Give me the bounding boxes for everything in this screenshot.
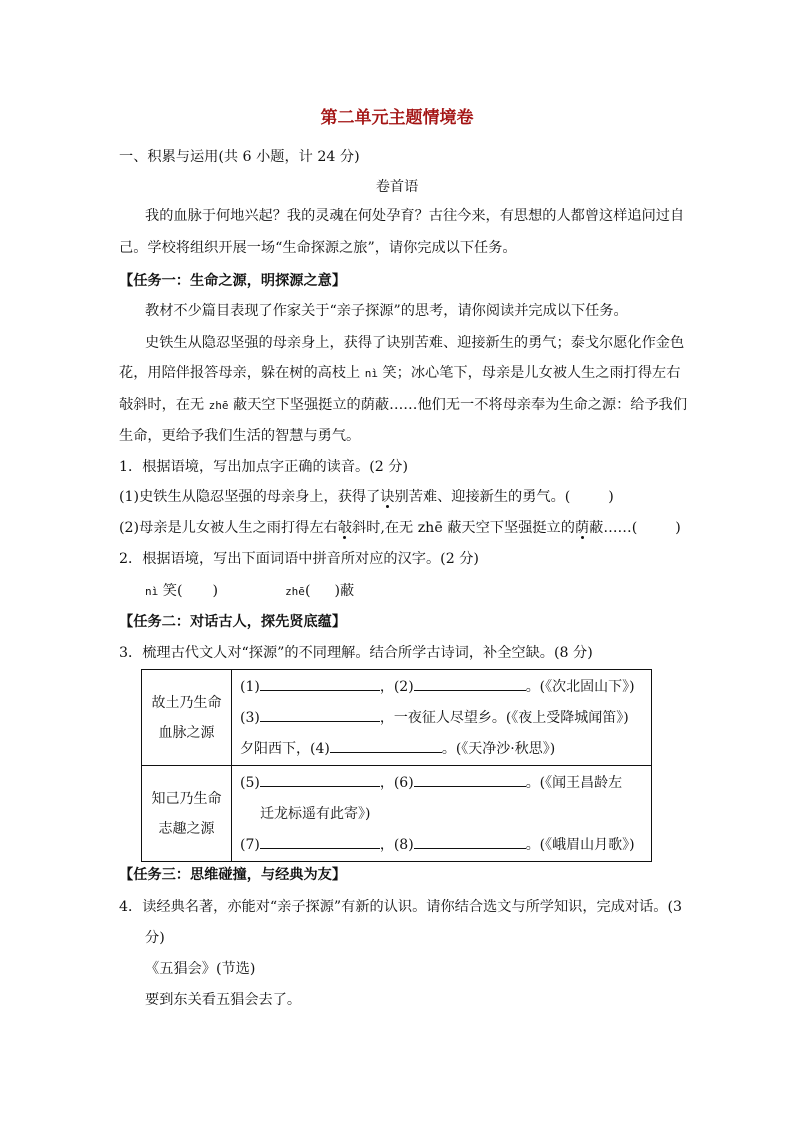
category-label: 知己乃生命 (151, 790, 222, 807)
question-4-stem: 分) (145, 930, 165, 946)
task1-intro: 教材不少篇目表现了作家关于“亲子探源”的思考，请你阅读并完成以下任务。 (145, 303, 628, 319)
question-1-stem: 1．根据语境，写出加点字正确的读音。(2 分) (119, 459, 409, 475)
poem-text: 。(《天净沙·秋思》) (441, 741, 556, 757)
fill-blank[interactable] (414, 833, 526, 849)
passage-text: 花，用陪伴报答母亲，躲在树的高枝上 (119, 365, 365, 381)
passage-line: 史铁生从隐忍坚强的母亲身上，获得了诀别苦难、迎接新生的勇气；泰戈尔愿化作金色 (145, 335, 685, 351)
question-text: (2)母亲是儿女被人生之雨打得左右 (119, 520, 338, 536)
poem-text: (3) (240, 710, 260, 726)
poem-line (240, 703, 651, 734)
poem-text: 。(《峨眉山月歌》) (525, 837, 635, 853)
question-text: (1)史铁生从隐忍坚强的母亲身上，获得了 (119, 489, 381, 505)
poem-text: 夕阳西下，(4) (240, 741, 330, 757)
task2-heading: 【任务二：对话古人，探先贤底蕴】 (119, 614, 347, 630)
section-heading: 一、积累与运用(共 6 小题，计 24 分) (119, 149, 360, 165)
poem-lines-cell (232, 766, 652, 862)
excerpt-line: 要到东关看五猖会去了。 (145, 992, 302, 1008)
preface-line: 己。学校将组织开展一场“生命探源之旅”，请你完成以下任务。 (119, 240, 517, 256)
question-text: )蔽 (334, 583, 355, 599)
question-4-stem: 4．读经典名著，亦能对“亲子探源”有新的认识。请你结合选文与所学知识，完成对话。(3 (119, 899, 683, 915)
question-text: ( (304, 583, 311, 599)
pinyin: zhē (208, 399, 229, 412)
poem-text: 。(《次北固山下》) (525, 679, 635, 695)
pinyin: zhē (285, 585, 305, 598)
category-cell (142, 766, 232, 862)
dotted-character: 荫 (574, 520, 590, 536)
passage-line (119, 394, 687, 417)
poem-line (240, 768, 651, 799)
fill-blank[interactable] (260, 771, 380, 787)
category-label: 志趣之源 (158, 820, 215, 837)
poem-text: ，一夜征人尽望乡。(《夜上受降城闻笛》) (379, 710, 629, 726)
task1-heading: 【任务一：生命之源，明探源之意】 (119, 273, 347, 289)
category-label: 故土乃生命 (151, 694, 222, 711)
poem-lines-cell (232, 670, 652, 766)
question-text: ) (675, 520, 681, 536)
poem-table (141, 669, 652, 862)
poem-line (240, 734, 651, 765)
pinyin: nì (145, 585, 159, 598)
poem-text: 迁龙标遥有此寄》) (260, 806, 371, 822)
pinyin: nì (364, 367, 378, 380)
poem-text: ，(6) (379, 775, 414, 791)
category-label: 血脉之源 (158, 724, 215, 741)
question-text: 蔽……( (589, 520, 638, 536)
page-title: 第二单元主题情境卷 (320, 108, 474, 128)
passage-line: 生命，更给予我们生活的智慧与勇气。 (119, 428, 361, 444)
dotted-character: 诀 (380, 489, 395, 505)
fill-blank[interactable] (330, 737, 442, 753)
fill-blank[interactable] (260, 706, 380, 722)
fill-blank[interactable] (414, 675, 526, 691)
question-text: ) (212, 583, 219, 599)
fill-blank[interactable] (260, 675, 380, 691)
question-1-item-1 (119, 486, 614, 508)
poem-text: ，(8) (379, 837, 414, 853)
question-1-item-2 (119, 517, 681, 539)
table-row (142, 766, 652, 862)
question-text: 笑( (158, 583, 183, 599)
task3-heading: 【任务三：思维碰撞，与经典为友】 (119, 867, 347, 883)
table-row (142, 670, 652, 766)
poem-text: ，(2) (379, 679, 414, 695)
question-text: 别苦难、迎接新生的勇气。( (394, 489, 571, 505)
question-2-items (145, 580, 354, 603)
poem-line (240, 799, 651, 830)
preface-heading: 卷首语 (375, 179, 419, 195)
question-text: 斜时,在无 zhē 蔽天空下坚强挺立的 (351, 520, 575, 536)
preface-line: 我的血脉于何地兴起？我的灵魂在何处孕育？古往今来，有思想的人都曾这样追问过自 (145, 208, 685, 224)
question-text: ) (608, 489, 614, 505)
dotted-character: 敧 (337, 520, 352, 536)
passage-line (119, 362, 680, 385)
poem-text: (1) (240, 679, 260, 695)
excerpt-title: 《五猖会》(节选) (145, 961, 256, 977)
fill-blank[interactable] (414, 771, 526, 787)
poem-line (240, 830, 651, 861)
poem-text: 。(《闻王昌龄左 (525, 775, 623, 791)
passage-text: 敧斜时，在无 (119, 397, 209, 413)
category-cell (142, 670, 232, 766)
poem-line (240, 672, 651, 703)
poem-text: (5) (240, 775, 260, 791)
question-2-stem: 2．根据语境，写出下面词语中拼音所对应的汉字。(2 分) (119, 551, 479, 567)
passage-text: 蔽天空下坚强挺立的荫蔽……他们无一不将母亲奉为生命之源：给予我们 (228, 397, 688, 413)
question-3-stem: 3．梳理古代文人对“探源”的不同理解。结合所学古诗词，补全空缺。(8 分) (119, 645, 593, 661)
passage-text: 笑；冰心笔下，母亲是儿女被人生之雨打得左右 (377, 365, 681, 381)
fill-blank[interactable] (260, 833, 380, 849)
poem-text: (7) (240, 837, 260, 853)
